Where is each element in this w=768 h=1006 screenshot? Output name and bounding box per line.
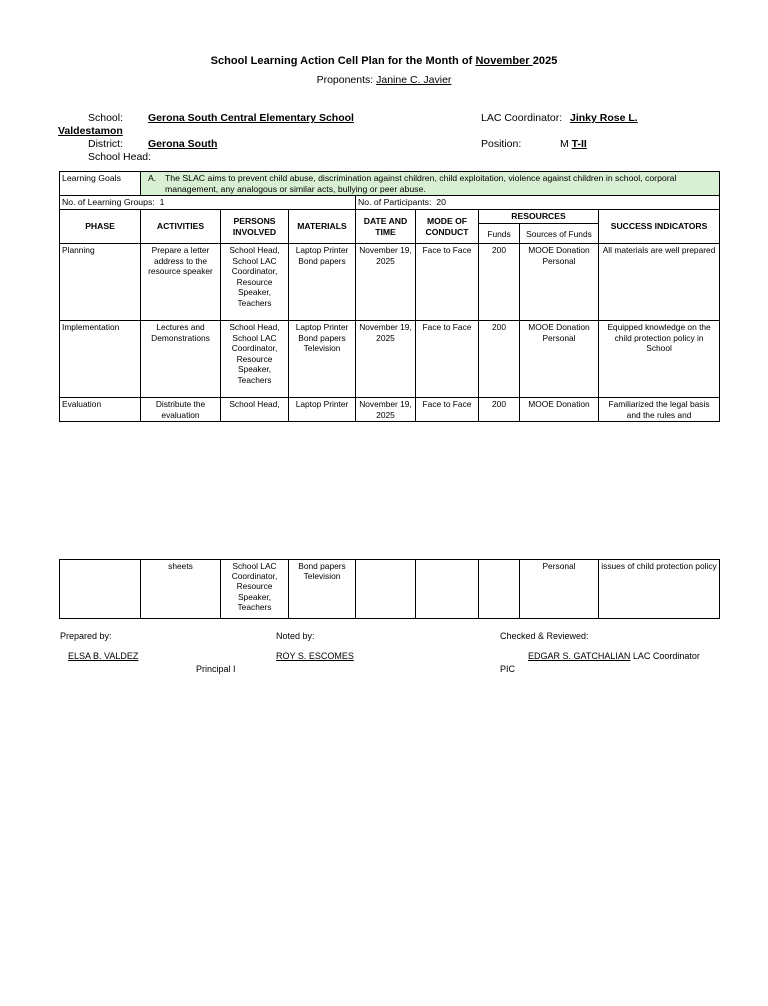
- slac-plan-table: [59, 171, 720, 422]
- learning-groups-cell: [60, 196, 356, 210]
- document-title-prefix: School Learning Action Cell Plan for the Month of: [210, 55, 476, 67]
- cell-phase: [60, 560, 141, 619]
- school-head-label: School Head:: [88, 151, 152, 163]
- cell-activities: Lectures and Demonstrations: [141, 321, 221, 398]
- prepared-by-title: Principal I: [196, 664, 236, 674]
- cell-sources: MOOE Donation Personal: [520, 244, 599, 321]
- document-title-month: November: [475, 55, 533, 67]
- cell-success: Equipped knowledge on the child protection policy in School: [599, 321, 720, 398]
- cell-date: November 19, 2025: [356, 398, 416, 422]
- learning-goal-text: The SLAC aims to prevent child abuse, discrimination against children, child exploitation, violence against children in school, corporal management, any analogous or similar acts, bullying or peer abuse.: [165, 173, 677, 194]
- document-title-year: 2025: [532, 55, 558, 67]
- cell-date: November 19, 2025: [356, 321, 416, 398]
- table-row: [60, 560, 720, 619]
- lac-coordinator-value-2: Valdestamon: [58, 125, 123, 137]
- cell-phase: Implementation: [60, 321, 141, 398]
- slac-plan-table-continuation: [59, 559, 720, 619]
- cell-mode: Face to Face: [416, 398, 479, 422]
- position-value: [560, 138, 587, 151]
- title-block: [0, 54, 768, 87]
- checked-by-person: EDGAR S. GATCHALIAN: [528, 651, 631, 661]
- lac-coordinator-label: LAC Coordinator:: [481, 112, 563, 124]
- cell-activities: sheets: [141, 560, 221, 619]
- cell-materials: Bond papers Television: [289, 560, 356, 619]
- header-date: DATE AND TIME: [356, 210, 416, 244]
- cell-materials: Laptop Printer Bond papers: [289, 244, 356, 321]
- table-header-row: [60, 210, 720, 224]
- header-success: SUCCESS INDICATORS: [599, 210, 720, 244]
- cell-success: All materials are well prepared: [599, 244, 720, 321]
- cell-persons: School Head, School LAC Coordinator, Resource Speaker, Teachers: [221, 321, 289, 398]
- learning-goals-body: [141, 172, 720, 196]
- cell-persons: School LAC Coordinator, Resource Speaker, Teachers: [221, 560, 289, 619]
- learning-goal-item: [143, 173, 717, 194]
- table-row: [60, 398, 720, 422]
- cell-sources: MOOE Donation: [520, 398, 599, 422]
- prepared-by-label: Prepared by:: [60, 631, 112, 641]
- cell-sources: Personal: [520, 560, 599, 619]
- noted-by-name: ROY S. ESCOMES: [276, 651, 354, 661]
- document-title: [0, 54, 768, 68]
- learning-goals-row: [60, 172, 720, 196]
- proponents-name: Janine C. Javier: [376, 74, 452, 86]
- cell-sources: MOOE Donation Personal: [520, 321, 599, 398]
- cell-phase: Evaluation: [60, 398, 141, 422]
- cell-activities: Distribute the evaluation: [141, 398, 221, 422]
- cell-activities: Prepare a letter address to the resource speaker: [141, 244, 221, 321]
- header-persons: PERSONS INVOLVED: [221, 210, 289, 244]
- district-value: Gerona South: [148, 138, 218, 150]
- learning-goal-letter: A.: [148, 173, 157, 183]
- cell-persons: School Head, School LAC Coordinator, Resource Speaker, Teachers: [221, 244, 289, 321]
- cell-success: Familiarized the legal basis and the rules and: [599, 398, 720, 422]
- school-label: School:: [88, 112, 124, 124]
- cell-materials: Laptop Printer Bond papers Television: [289, 321, 356, 398]
- table-row: [60, 321, 720, 398]
- learning-goals-label: Learning Goals: [60, 172, 141, 196]
- school-value: Gerona South Central Elementary School: [148, 112, 354, 124]
- header-phase: PHASE: [60, 210, 141, 244]
- checked-by-title: PIC: [500, 664, 516, 674]
- counts-row: [60, 196, 720, 210]
- cell-funds: 200: [479, 244, 520, 321]
- cell-date: November 19, 2025: [356, 244, 416, 321]
- header-mode: MODE OF CONDUCT: [416, 210, 479, 244]
- cell-date: [356, 560, 416, 619]
- subheader-sources: Sources of Funds: [520, 224, 599, 244]
- participants-value: 20: [436, 197, 446, 207]
- participants-label: No. of Participants:: [358, 197, 432, 207]
- cell-mode: Face to Face: [416, 321, 479, 398]
- cell-mode: Face to Face: [416, 244, 479, 321]
- learning-groups-label: No. of Learning Groups:: [62, 197, 155, 207]
- district-label: District:: [88, 138, 123, 150]
- proponents-line: [0, 73, 768, 87]
- header-activities: ACTIVITIES: [141, 210, 221, 244]
- cell-materials: Laptop Printer: [289, 398, 356, 422]
- cell-funds: 200: [479, 398, 520, 422]
- table-row: [60, 244, 720, 321]
- cell-funds: 200: [479, 321, 520, 398]
- cell-phase: Planning: [60, 244, 141, 321]
- cell-funds: [479, 560, 520, 619]
- cell-success: issues of child protection policy: [599, 560, 720, 619]
- proponents-label: Proponents:: [316, 74, 377, 86]
- noted-by-label: Noted by:: [276, 631, 315, 641]
- header-materials: MATERIALS: [289, 210, 356, 244]
- cell-persons: School Head,: [221, 398, 289, 422]
- position-label: Position:: [481, 138, 522, 150]
- cell-mode: [416, 560, 479, 619]
- checked-by-name: [528, 650, 700, 662]
- lac-coordinator-value: Jinky Rose L.: [570, 112, 638, 124]
- participants-cell: [356, 196, 720, 210]
- checked-by-role: LAC Coordinator: [630, 651, 700, 661]
- position-rank: T-II: [571, 138, 587, 150]
- checked-by-label: Checked & Reviewed:: [500, 631, 589, 641]
- position-prefix: M: [560, 138, 572, 150]
- learning-groups-value: 1: [159, 197, 165, 207]
- header-resources: RESOURCES: [479, 210, 599, 224]
- subheader-funds: Funds: [479, 224, 520, 244]
- prepared-by-name: ELSA B. VALDEZ: [68, 651, 139, 661]
